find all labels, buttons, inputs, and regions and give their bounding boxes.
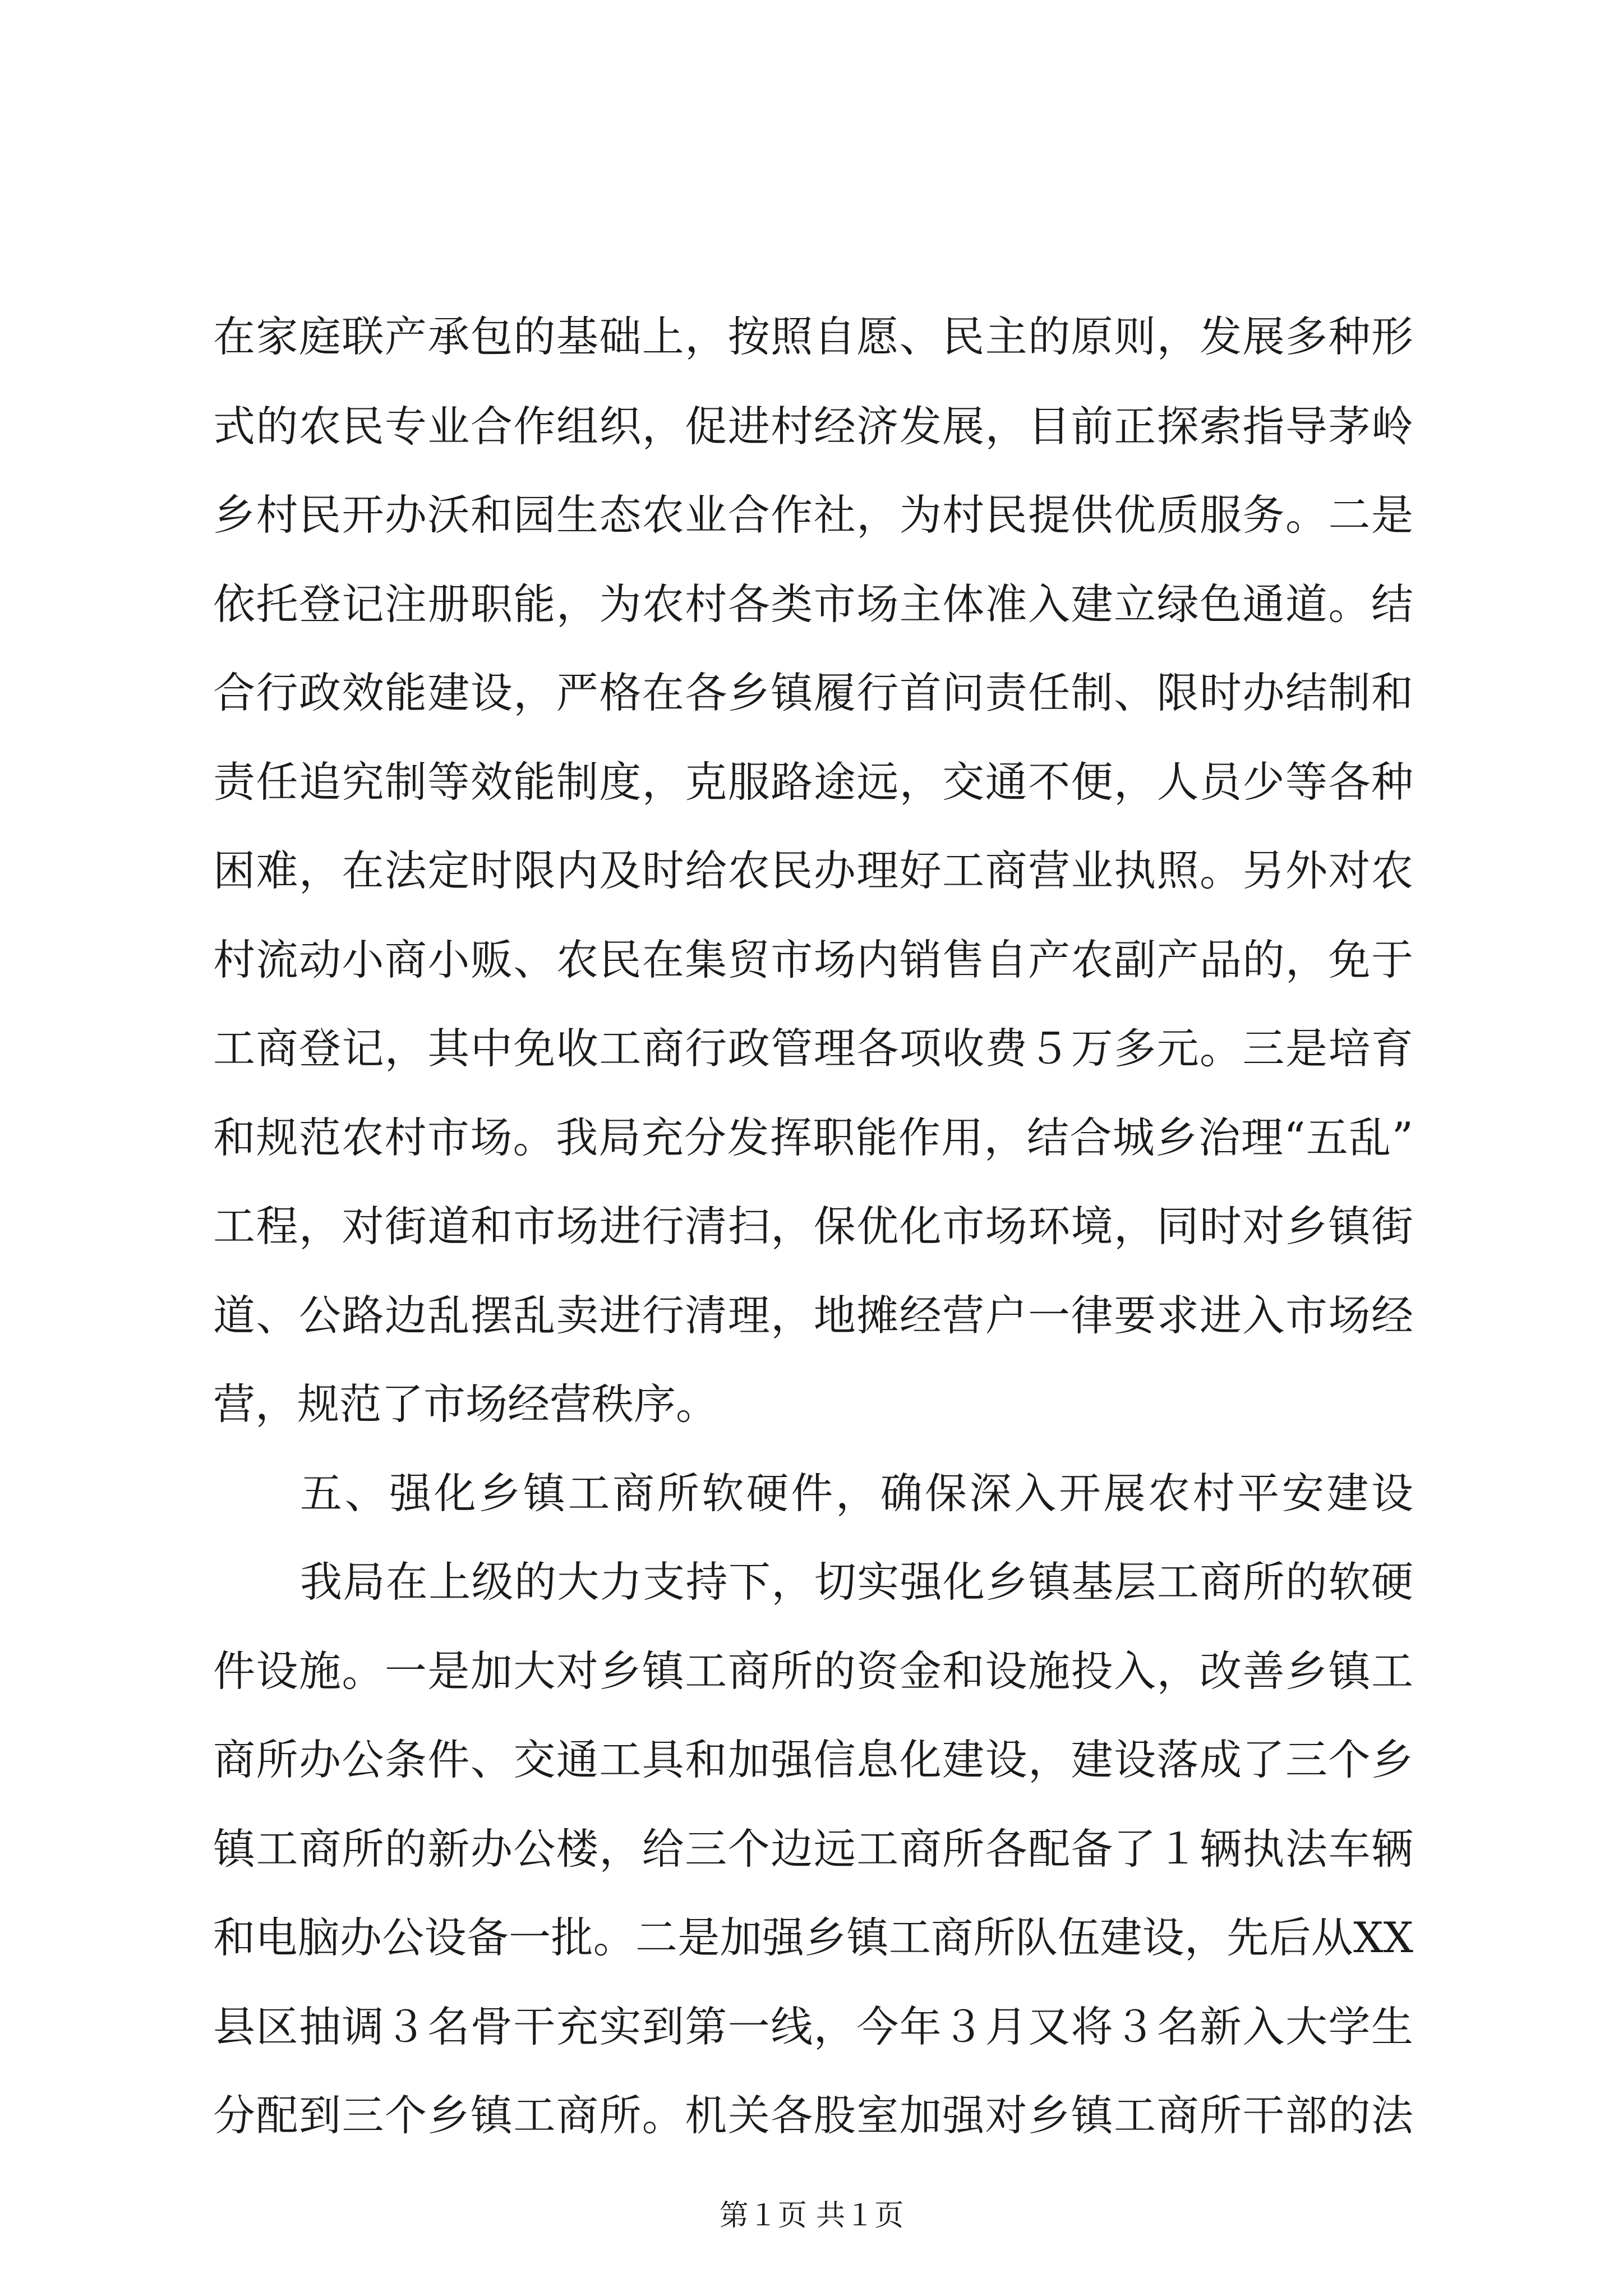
paragraph-line: 镇工商所的新办公楼，给三个边远工商所各配备了１辆执法车辆 bbox=[213, 1824, 1413, 1874]
paragraph-line: 工程，对街道和市场进行清扫，保优化市场环境，同时对乡镇街 bbox=[213, 1202, 1413, 1251]
paragraph-line: 商所办公条件、交通工具和加强信息化建设，建设落成了三个乡 bbox=[213, 1735, 1413, 1784]
paragraph-line: 件设施。一是加大对乡镇工商所的资金和设施投入，改善乡镇工 bbox=[213, 1646, 1413, 1696]
paragraph-line: 和电脑办公设备一批。二是加强乡镇工商所队伍建设，先后从XX bbox=[213, 1913, 1413, 1962]
paragraph-line: 工商登记，其中免收工商行政管理各项收费５万多元。三是培育 bbox=[213, 1024, 1413, 1073]
paragraph-line: 合行政效能建设，严格在各乡镇履行首问责任制、限时办结制和 bbox=[213, 668, 1413, 717]
section-heading: 五、强化乡镇工商所软硬件，确保深入开展农村平安建设 bbox=[300, 1469, 1413, 1518]
paragraph-line: 式的农民专业合作组织，促进村经济发展，目前正探索指导茅岭 bbox=[213, 402, 1413, 451]
paragraph-line: 县区抽调３名骨干充实到第一线，今年３月又将３名新入大学生 bbox=[213, 2002, 1413, 2051]
paragraph-line: 分配到三个乡镇工商所。机关各股室加强对乡镇工商所干部的法 bbox=[213, 2091, 1413, 2140]
paragraph-line: 乡村民开办沃和园生态农业合作社，为村民提供优质服务。二是 bbox=[213, 490, 1413, 540]
page-footer: 第１页 共１页 bbox=[719, 2199, 904, 2233]
paragraph-line: 营，规范了市场经营秩序。 bbox=[213, 1379, 718, 1429]
paragraph-line: 村流动小商小贩、农民在集贸市场内销售自产农副产品的，免于 bbox=[213, 935, 1413, 984]
paragraph-line: 道、公路边乱摆乱卖进行清理，地摊经营户一律要求进入市场经 bbox=[213, 1291, 1413, 1340]
paragraph-line: 我局在上级的大力支持下，切实强化乡镇基层工商所的软硬 bbox=[300, 1557, 1413, 1607]
paragraph-line: 和规范农村市场。我局充分发挥职能作用，结合城乡治理“五乱” bbox=[213, 1113, 1413, 1162]
paragraph-line: 在家庭联产承包的基础上，按照自愿、民主的原则，发展多种形 bbox=[213, 312, 1413, 361]
paragraph-line: 依托登记注册职能，为农村各类市场主体准入建立绿色通道。结 bbox=[213, 579, 1413, 629]
paragraph-line: 困难，在法定时限内及时给农民办理好工商营业执照。另外对农 bbox=[213, 846, 1413, 895]
paragraph-line: 责任追究制等效能制度，克服路途远，交通不便，人员少等各种 bbox=[213, 757, 1413, 807]
